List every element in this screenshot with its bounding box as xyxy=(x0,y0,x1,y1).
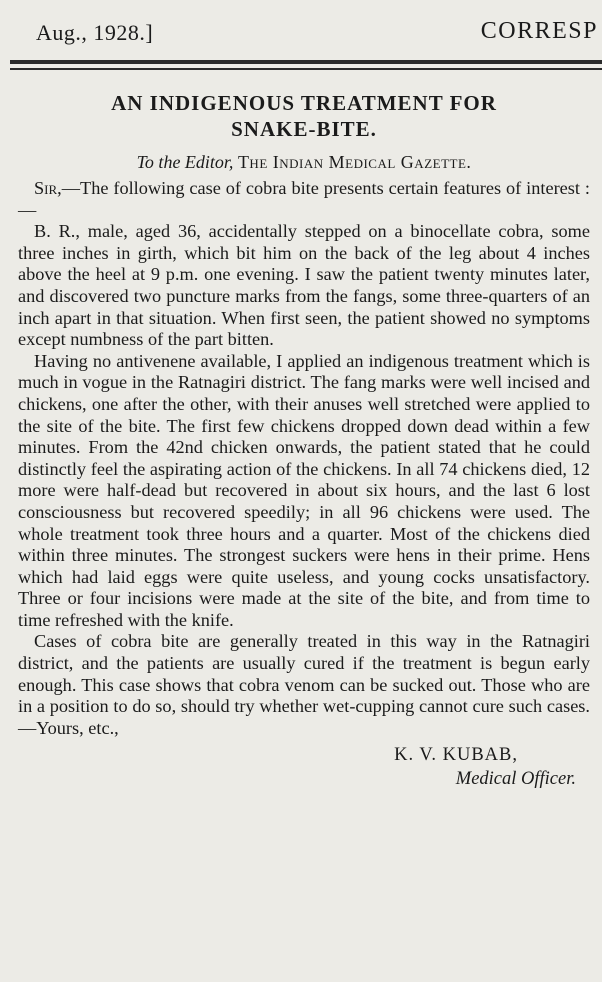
article-title-line2: SNAKE-BITE. xyxy=(231,117,377,141)
paragraph-4: Cases of cobra bite are generally treated in this way in the Ratnagiri district, and the patients are usually cured if the treatment is begun early enough. This case shows that cobra venom can be sucked out. Those who are in a position to do so, should try whether wet-cupping cannot cure such cases.—Yours, etc., xyxy=(18,631,590,738)
sir-greeting: Sir, xyxy=(34,178,62,198)
header-rule-thick xyxy=(10,60,602,64)
article xyxy=(18,90,590,791)
paragraph-1 xyxy=(18,178,590,221)
article-title xyxy=(18,90,590,142)
paragraph-3: Having no antivenene available, I applied an indigenous treatment which is much in vogue in the Ratnagiri district. The fang marks were well incised and chickens, one after the other, with their anuses well stretched were applied to the site of the bite. The first few chickens dropped down dead within a few minutes. From the 42nd chicken onwards, the patient stated that he could distinctly feel the aspirating action of the chickens. In all 74 chickens died, 12 more were half-dead but recovered in about six hours, and the last 6 lost consciousness but recovered speedily; in all 96 chickens were used. The whole treatment took three hours and a quarter. Most of the chickens died within three minutes. The strongest suckers were hens in their prime. Hens which had laid eggs were quite useless, and young cocks unsatisfactory. Three or four incisions were made at the site of the bite, and from time to time refreshed with the knife. xyxy=(18,350,590,630)
issue-date: Aug., 1928.] xyxy=(36,20,154,45)
section-heading: CORRESP xyxy=(480,18,598,44)
paragraph-1-text: —The following case of cobra bite presents certain features of interest :— xyxy=(18,178,590,220)
salutation xyxy=(18,150,590,174)
article-title-line1: AN INDIGENOUS TREATMENT FOR xyxy=(111,91,497,115)
paragraph-2: B. R., male, aged 36, accidentally stepped on a binocellate cobra, some three inches in girth, which bit him on the back of the leg about 4 inches above the heel at 9 p.m. one evening. I saw the patient twenty minutes later, and discovered two puncture marks from the fangs, some three-quarters of an inch apart in that situation. When first seen, the patient showed no symptoms except numbness of the part bitten. xyxy=(18,221,590,350)
article-body xyxy=(18,178,590,739)
signature xyxy=(18,743,590,791)
signature-role: Medical Officer. xyxy=(455,769,576,790)
signature-name: K. V. KUBAB, xyxy=(394,745,518,766)
salutation-prefix: To the Editor, xyxy=(136,152,234,172)
header-rule-thin xyxy=(10,68,602,70)
journal-name: The Indian Medical Gazette. xyxy=(237,152,472,172)
page-header xyxy=(0,0,602,62)
